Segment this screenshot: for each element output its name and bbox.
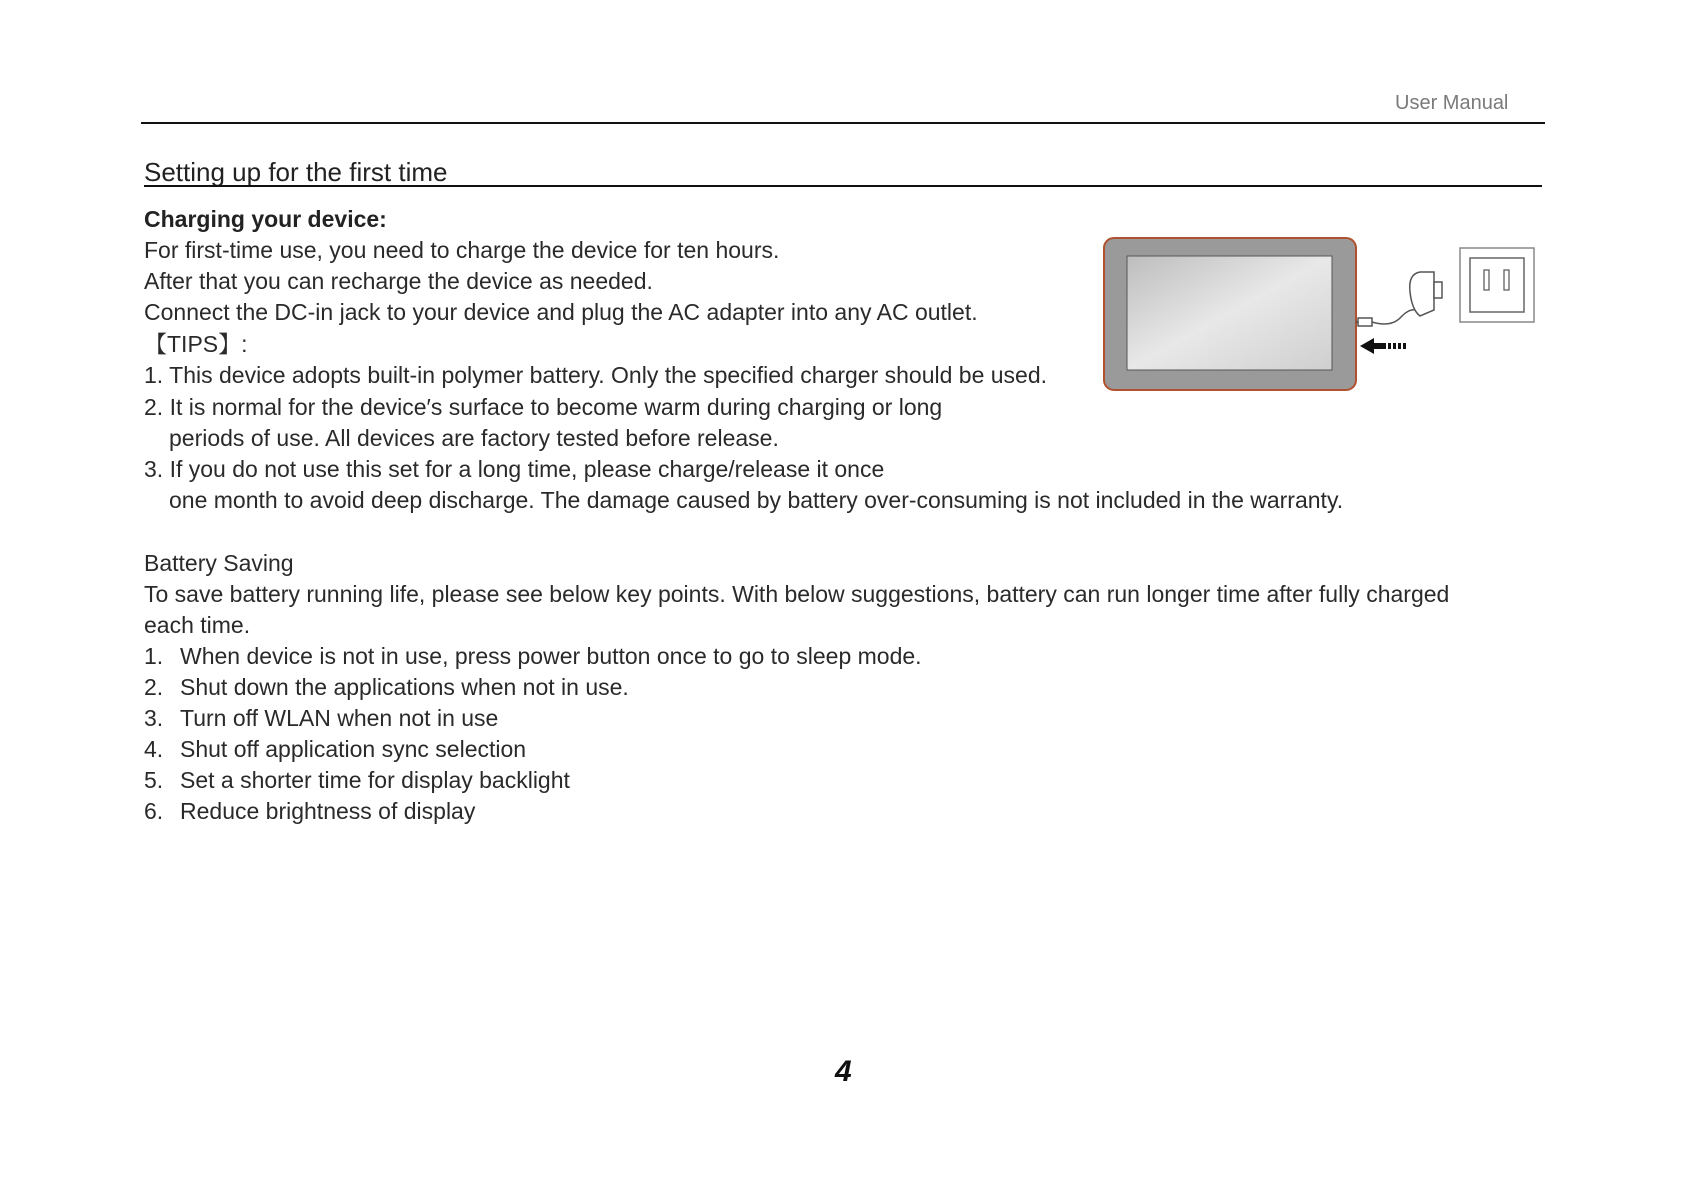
battery-item-text: Set a shorter time for display backlight: [180, 767, 570, 793]
tips-label: 【TIPS】:: [144, 331, 248, 357]
header-label: User Manual: [1395, 92, 1509, 114]
battery-item-1: [144, 642, 922, 670]
battery-item-5: [144, 766, 570, 794]
battery-item-text: Shut off application sync selection: [180, 736, 527, 762]
tip-3-line-1: 3. If you do not use this set for a long time, please charge/release it once: [144, 456, 885, 482]
charging-heading: Charging your device:: [144, 206, 387, 232]
section-rule: [144, 185, 1542, 187]
battery-item-3: [144, 704, 498, 732]
charging-para-2: After that you can recharge the device as needed.: [144, 268, 653, 294]
charger-plug-icon: [1356, 272, 1442, 326]
battery-item-number: 4.: [144, 736, 164, 762]
battery-item-2: [144, 673, 629, 701]
page-number: 4: [835, 1055, 852, 1088]
arrow-left-icon: [1360, 338, 1406, 354]
tip-1: 1. This device adopts built-in polymer battery. Only the specified charger should be used.: [144, 362, 1048, 388]
battery-item-number: 2.: [144, 674, 164, 700]
charging-illustration: [1102, 236, 1538, 396]
tablet-icon: [1104, 238, 1356, 390]
tip-2-line-1: 2. It is normal for the device′s surface to become warm during charging or long: [144, 394, 943, 420]
battery-item-text: When device is not in use, press power button once to go to sleep mode.: [180, 643, 922, 669]
battery-item-text: Turn off WLAN when not in use: [180, 705, 499, 731]
header-rule: [141, 122, 1545, 124]
battery-item-6: [144, 797, 475, 825]
battery-item-text: Reduce brightness of display: [180, 798, 476, 824]
battery-item-number: 1.: [144, 643, 164, 669]
wall-outlet-icon: [1460, 248, 1534, 322]
battery-heading: Battery Saving: [144, 550, 294, 576]
charging-para-3: Connect the DC-in jack to your device and plug the AC adapter into any AC outlet.: [144, 299, 978, 325]
tip-2-line-2: periods of use. All devices are factory tested before release.: [169, 425, 779, 451]
charging-para-1: For first-time use, you need to charge the device for ten hours.: [144, 237, 780, 263]
section-title: Setting up for the first time: [144, 157, 448, 187]
battery-intro-line-2: each time.: [144, 612, 251, 638]
battery-intro-line-1: To save battery running life, please see below key points. With below suggestions, battery can run longer time after fully charged: [144, 581, 1450, 607]
battery-item-text: Shut down the applications when not in use.: [180, 674, 629, 700]
battery-item-number: 5.: [144, 767, 164, 793]
tip-3-line-2: one month to avoid deep discharge. The damage caused by battery over-consuming is not included in the warranty.: [169, 487, 1344, 513]
battery-item-number: 3.: [144, 705, 164, 731]
battery-item-number: 6.: [144, 798, 164, 824]
battery-item-4: [144, 735, 526, 763]
